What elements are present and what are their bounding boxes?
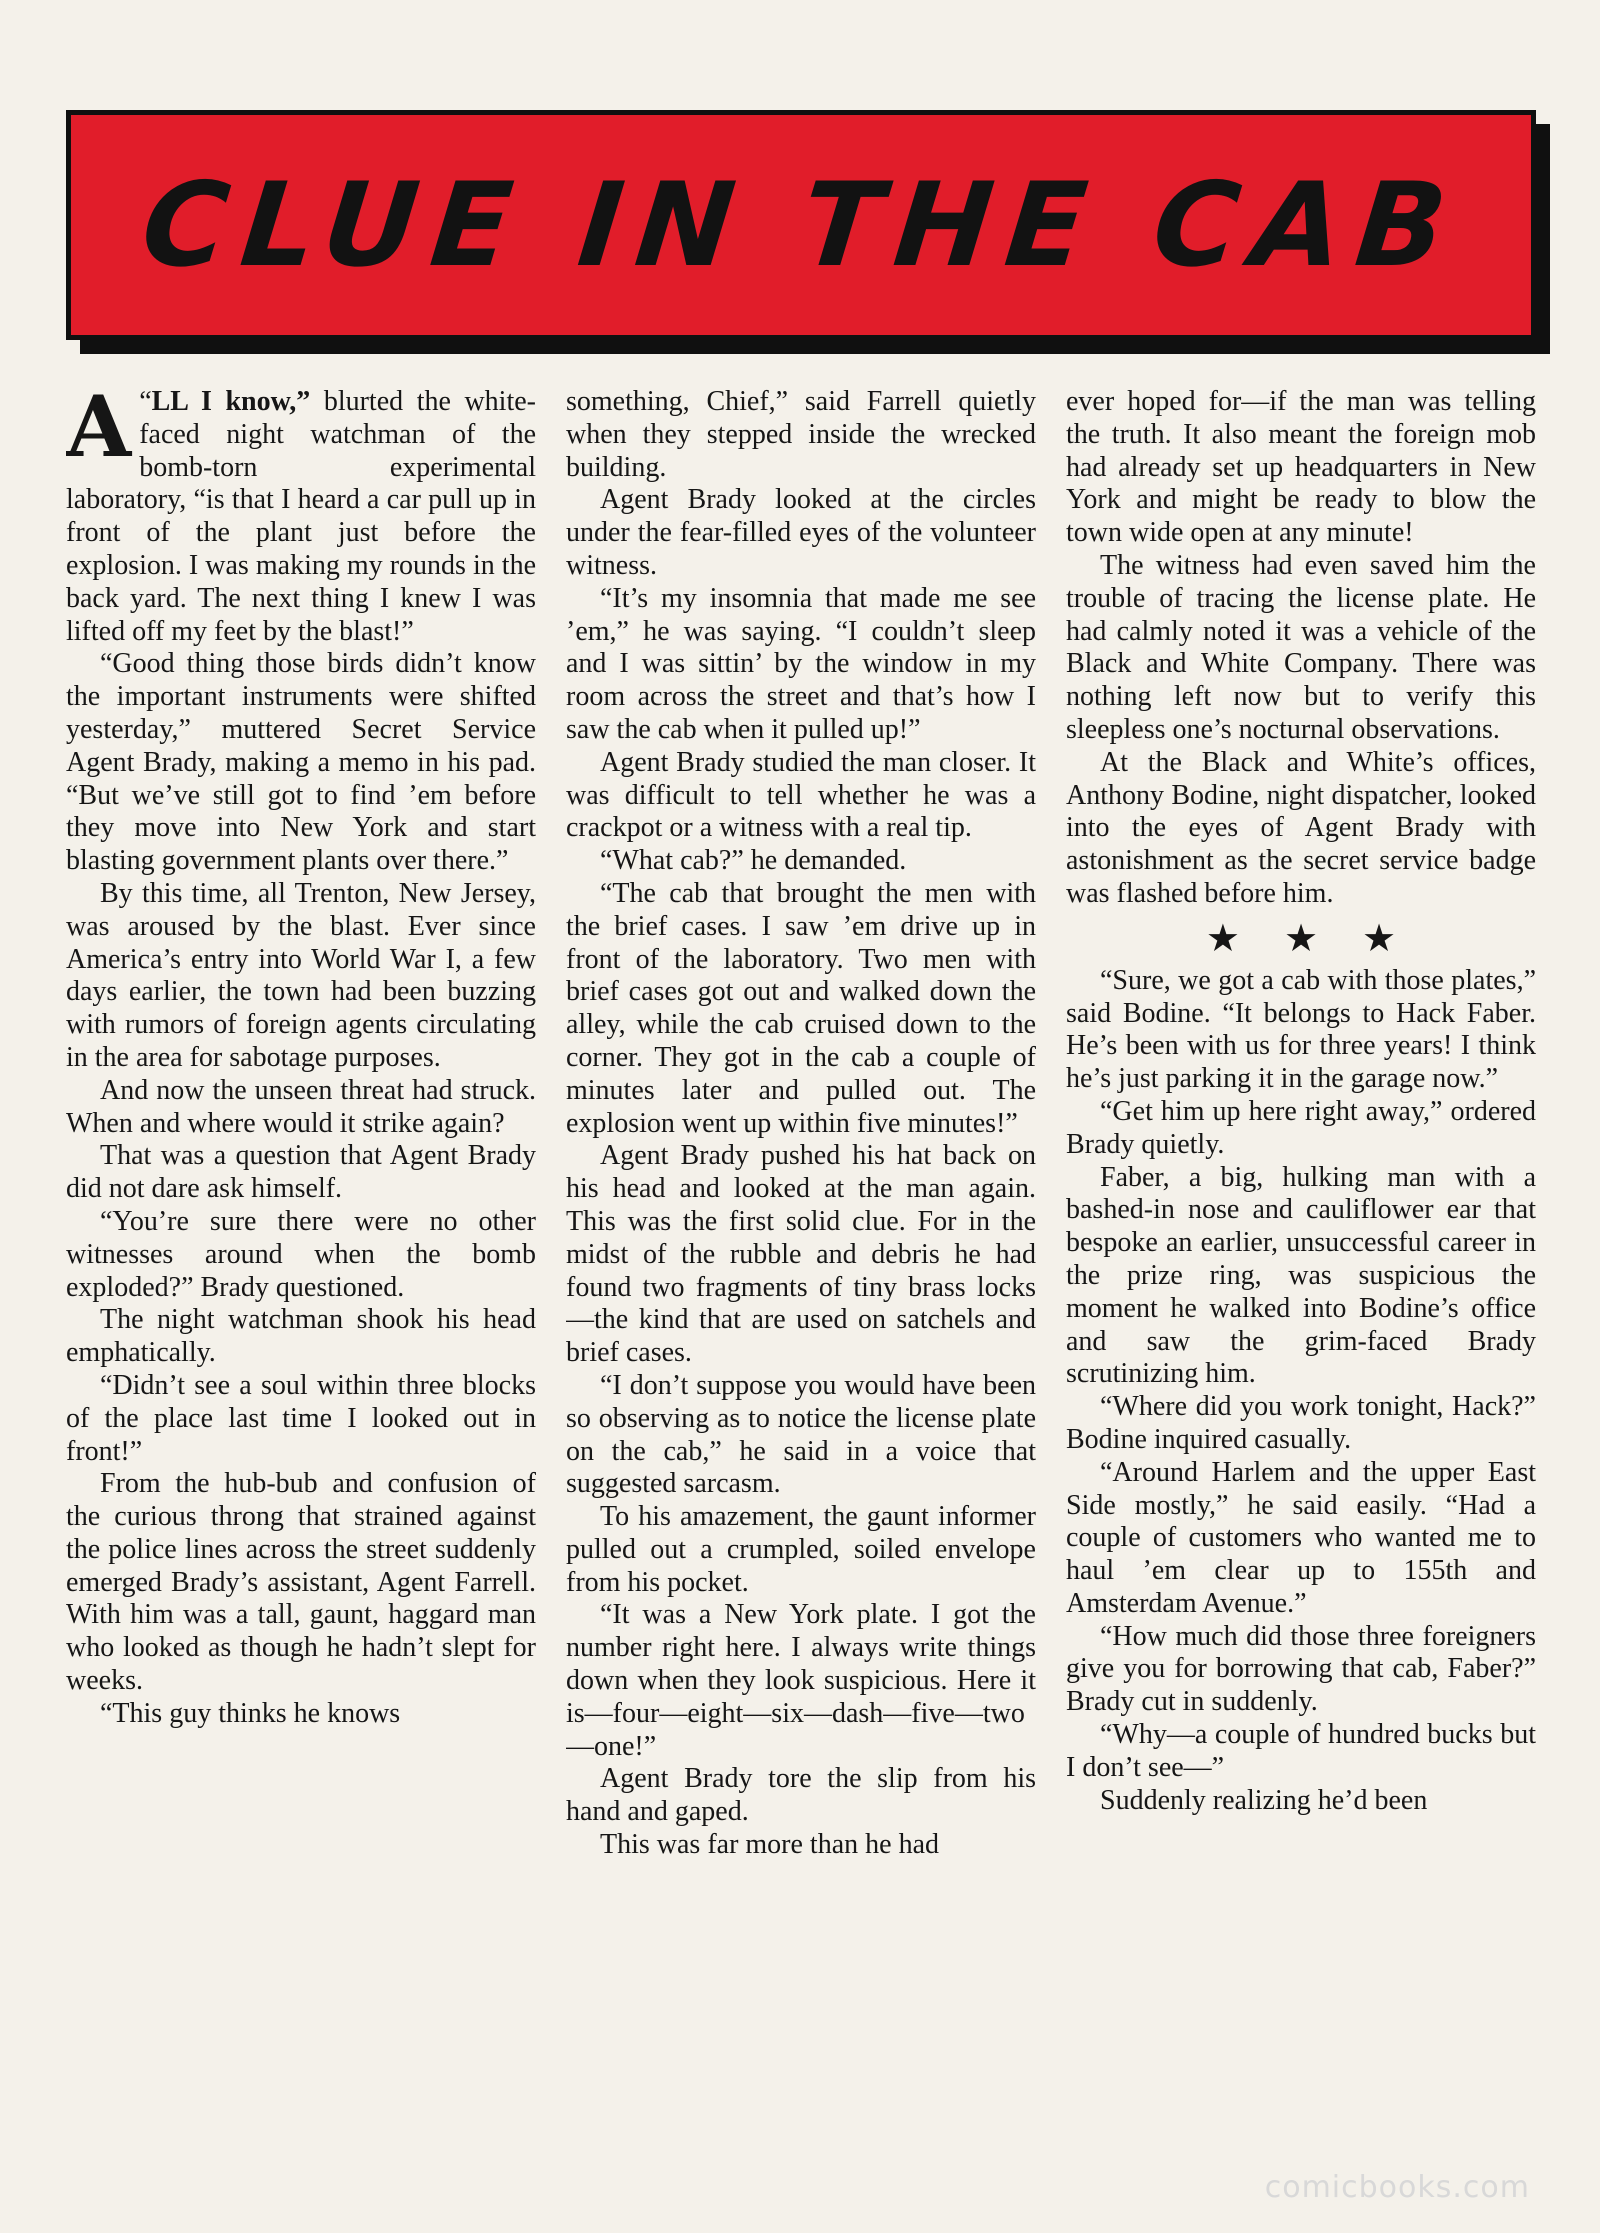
section-separator <box>1066 911 1536 965</box>
paragraph: “Get him up here right away,” ordered Brady quietly. <box>1066 1095 1536 1160</box>
paragraph: Agent Brady studied the man closer. It was difficult to tell whether he was a crackpot or a witness with a real tip. <box>566 746 1036 844</box>
paragraph: “Where did you work tonight, Hack?” Bodine inquired casually. <box>1066 1391 1536 1455</box>
paragraph: “It’s my insomnia that made me see ’em,” he was saying. “I couldn’t sleep and I was sittin’ by the window in my room across the street and that’s how I saw the cab when it pulled up!” <box>566 582 1036 745</box>
paragraph: At the Black and White’s offices, Anthony Bodine, night dispatcher, looked into the eyes of Agent Brady with astonishment as the secret service badge was flashed before him. <box>1066 746 1536 909</box>
star-icon: ★ <box>1362 915 1397 960</box>
paragraph: This was far more than he had <box>600 1829 939 1861</box>
paragraph: ever hoped for—if the man was telling the truth. It also meant the foreign mob had already set up headquarters in New York and might be ready to blow the town wide open at any minute! <box>1066 386 1536 549</box>
paragraph: “Didn’t see a soul within three blocks of the place last time I looked out in front!” <box>66 1369 536 1467</box>
paragraph: Suddenly realizing he’d been <box>1100 1784 1428 1816</box>
story-title: CLUE IN THE CAB <box>135 157 1467 293</box>
paragraph: “Sure, we got a cab with those plates,” said Bodine. “It belongs to Hack Faber. He’s been with us for three years! I think he’s just parking it in the garage now.” <box>1066 964 1536 1095</box>
paragraph: By this time, all Trenton, New Jersey, was aroused by the blast. Ever since America’s entry into World War I, a few days earlier, the town had been buzzing with rumors of foreign agents circulating in the area for sabotage purposes. <box>66 877 536 1073</box>
paragraph: And now the unseen threat had struck. When and where would it strike again? <box>66 1074 536 1139</box>
paragraph: Faber, a big, hulking man with a bashed-in nose and cauliflower ear that bespoke an earlier, unsuccessful career in the prize ring, was suspicious the moment he walked into Bodine’s office and saw the grim-faced Brady scrutinizing him. <box>1066 1161 1536 1390</box>
title-banner <box>66 110 1536 340</box>
story-columns <box>66 386 1536 2086</box>
drop-cap: A <box>66 386 132 476</box>
paragraph: “How much did those three foreigners give you for borrowing that cab, Faber?” Brady cut in suddenly. <box>1066 1620 1536 1718</box>
paragraph: “You’re sure there were no other witnesses around when the bomb exploded?” Brady questioned. <box>66 1205 536 1303</box>
paragraph: “I don’t suppose you would have been so observing as to notice the license plate on the cab,” he said in a voice that suggested sarcasm. <box>566 1369 1036 1500</box>
paragraph: Agent Brady looked at the circles under the fear-filled eyes of the volunteer witness. <box>566 484 1036 581</box>
star-icon: ★ <box>1205 915 1240 960</box>
paragraph: Agent Brady pushed his hat back on his head and looked at the man again. This was the first solid clue. For in the midst of the rubble and debris he had found two fragments of tiny brass locks—the kind that are used on satchels and brief cases. <box>566 1140 1036 1369</box>
paragraph: “Good thing those birds didn’t know the important instruments were shifted yesterday,” muttered Secret Service Agent Brady, making a memo in his pad. “But we’ve still got to find ’em before they move into New York and start blasting government plants over there.” <box>66 648 536 877</box>
column-3 <box>1066 386 1536 2086</box>
paragraph: “This guy thinks he knows <box>100 1697 401 1729</box>
paragraph: “What cab?” he demanded. <box>600 845 907 877</box>
paragraph: To his amazement, the gaunt informer pulled out a crumpled, soiled envelope from his pocket. <box>566 1501 1036 1598</box>
paragraph: “It was a New York plate. I got the number right here. I always write things down when they look suspicious. Here it is—four—eight—six—dash—five—two—one!” <box>566 1599 1036 1762</box>
star-icon: ★ <box>1283 915 1319 960</box>
paragraph: “Around Harlem and the upper East Side mostly,” he said easily. “Had a couple of customers who wanted me to haul ’em clear up to 155th and Amsterdam Avenue.” <box>1066 1456 1536 1619</box>
column-2 <box>566 386 1036 2086</box>
quote-mark: “ <box>139 386 152 417</box>
paragraph: That was a question that Agent Brady did not dare ask himself. <box>66 1140 536 1205</box>
paragraph: “The cab that brought the men with the brief cases. I saw ’em drive up in front of the laboratory. Two men with brief cases got out and walked down the alley, while the cab cruised down to the corner. They got in the cab a couple of minutes later and pulled out. The explosion went up within five minutes!” <box>566 877 1036 1139</box>
paragraph: From the hub-bub and confusion of the curious throng that strained against the police lines across the street suddenly emerged Brady’s assistant, Agent Farrell. With him was a tall, gaunt, haggard man who looked as though he hadn’t slept for weeks. <box>66 1468 536 1697</box>
site-watermark: comicbooks.com <box>1264 2170 1530 2205</box>
paragraph: The night watchman shook his head emphatically. <box>66 1304 536 1369</box>
paragraph-text: blurted the white-faced night watchman of the bomb-torn experimental laboratory, “is that I heard a car pull up in front of the plant just before the explosion. I was making my rounds in the back yard. The next thing I knew I was lifted off my feet by the blast!” <box>66 386 536 647</box>
paragraph: something, Chief,” said Farrell quietly when they stepped inside the wrecked building. <box>566 386 1036 483</box>
lead-in: LL I know,” <box>151 386 311 417</box>
paragraph: Agent Brady tore the slip from his hand and gaped. <box>566 1763 1036 1828</box>
paragraph <box>66 386 536 648</box>
column-1 <box>66 386 536 2086</box>
paragraph: “Why—a couple of hundred bucks but I don’t see—” <box>1066 1719 1536 1783</box>
paragraph: The witness had even saved him the trouble of tracing the license plate. He had calmly noted it was a vehicle of the Black and White Company. There was nothing left now but to verify this sleepless one’s nocturnal observations. <box>1066 549 1536 745</box>
